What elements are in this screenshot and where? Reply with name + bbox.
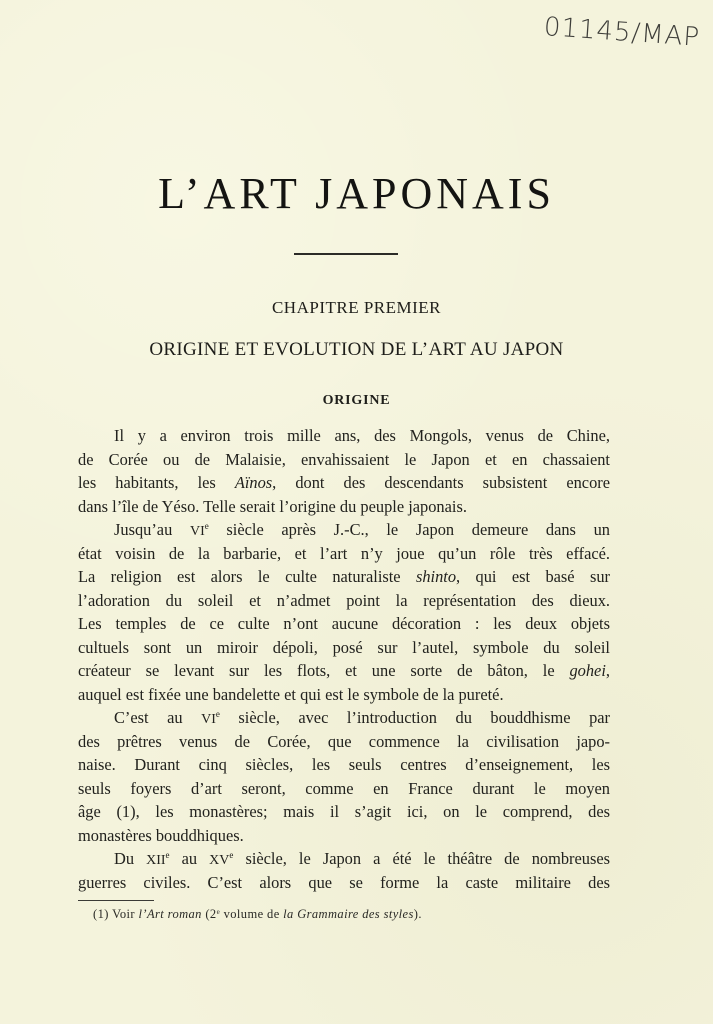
- italic-term: la Grammaire des styles: [283, 907, 414, 921]
- italic-term: l’Art roman: [138, 907, 202, 921]
- text-line: guerres civiles. C’est alors que se forme la caste militaire des: [78, 872, 610, 892]
- italic-term: Aïnos: [234, 473, 273, 492]
- section-heading: ORIGINE: [322, 393, 391, 408]
- text-line: Il y a environ trois mille ans, des Mongols, venus de Chine,: [114, 426, 610, 445]
- chapter-label: CHAPITRE PREMIER: [271, 298, 442, 317]
- text-line: C’est au VIe siècle, avec l’introduction du bouddhisme par: [114, 708, 610, 727]
- italic-term: shinto: [415, 567, 457, 586]
- text-line: monastères bouddhiques.: [78, 825, 244, 845]
- footnote-divider: [78, 900, 154, 901]
- text-line: La religion est alors le culte naturaliste shinto, qui est basé sur: [78, 567, 610, 586]
- text-line: Jusqu’au VIe siècle après J.-C., le Japon demeure dans un: [114, 520, 610, 539]
- text-line: naise. Durant cinq siècles, les seuls centres d’enseignement, les: [78, 755, 610, 774]
- page-title: L’ART JAPONAIS: [158, 169, 555, 218]
- handwritten-reference: 01145/MAP: [542, 12, 701, 53]
- italic-term: gohei: [569, 661, 606, 680]
- chapter-title: ORIGINE ET EVOLUTION DE L’ART AU JAPON: [149, 339, 564, 360]
- text-line: Du XIIe au XVe siècle, le Japon a été le théâtre de nombreuses: [114, 849, 611, 868]
- text-line: les habitants, les Aïnos, dont des descendants subsistent encore: [78, 473, 610, 492]
- footnote: (1) Voir l’Art roman (2e volume de la Grammaire des styles).: [93, 907, 422, 921]
- title-divider: [294, 253, 398, 255]
- body-text: [78, 424, 610, 894]
- text-line: dans l’île de Yéso. Telle serait l’origine du peuple japonais.: [78, 496, 467, 516]
- text-line: de Corée ou de Malaisie, envahissaient le Japon et en chassaient: [78, 449, 610, 469]
- text-line: l’adoration du soleil et n’admet point la représentation des dieux.: [78, 590, 610, 610]
- text-line: cultuels sont un miroir dépoli, posé sur l’autel, symbole du soleil: [78, 637, 610, 657]
- text-line: seuls foyers d’art seront, comme en France durant le moyen: [78, 778, 610, 798]
- text-line: Les temples de ce culte n’ont aucune décoration : les deux objets: [78, 614, 610, 633]
- text-line: créateur se levant sur les flots, et une sorte de bâton, le gohei,: [78, 661, 610, 680]
- text-line: auquel est fixée une bandelette et qui est le symbole de la pureté.: [78, 684, 504, 704]
- text-line: des prêtres venus de Corée, que commence la civilisation japo-: [78, 731, 610, 751]
- text-line: état voisin de la barbarie, et l’art n’y joue qu’un rôle très effacé.: [78, 543, 610, 563]
- text-line: âge (1), les monastères; mais il s’agit ici, on le comprend, des: [78, 802, 610, 821]
